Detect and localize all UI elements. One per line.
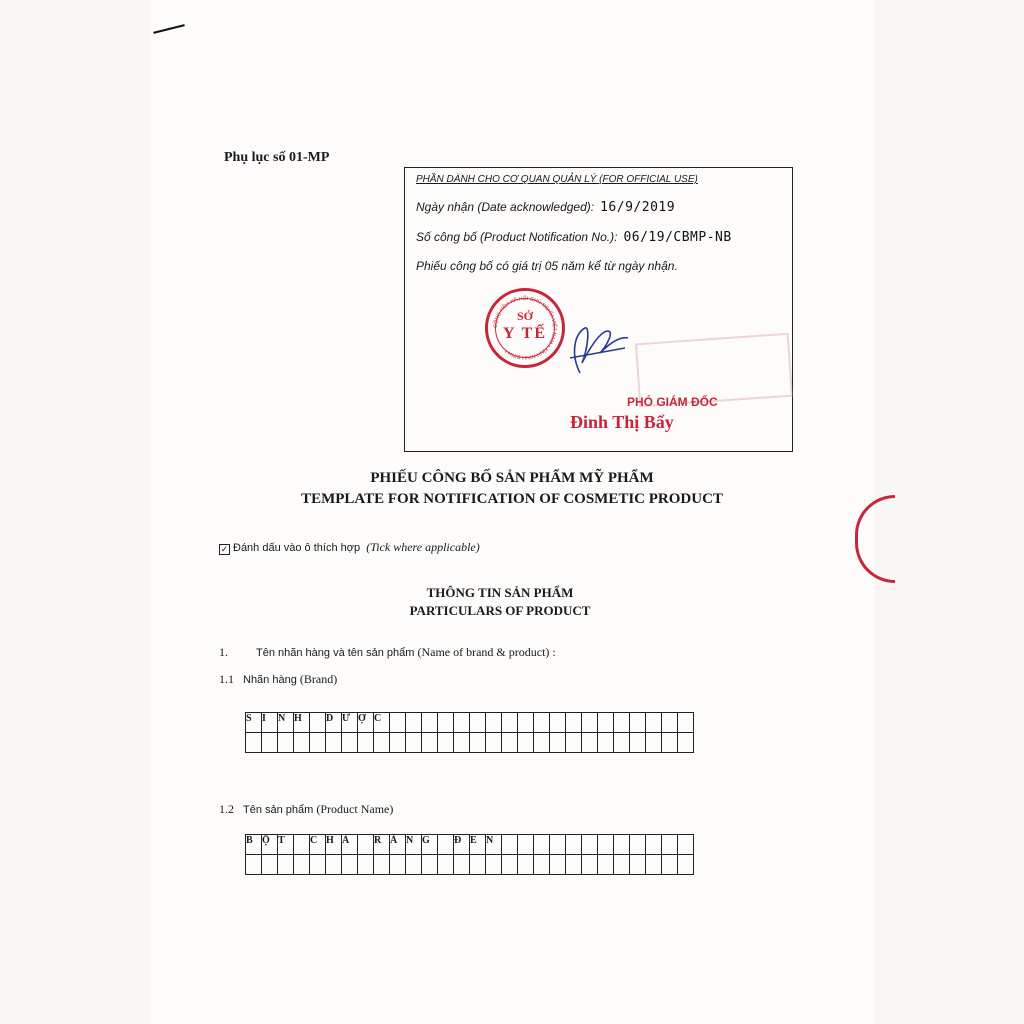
grid-cell	[326, 733, 342, 753]
grid-cell	[246, 855, 262, 875]
grid-cell: G	[422, 835, 438, 855]
title-english: TEMPLATE FOR NOTIFICATION OF COSMETIC PRODUCT	[301, 491, 723, 507]
grid-cell	[486, 855, 502, 875]
brand-grid	[245, 712, 694, 753]
grid-cell: Ợ	[358, 713, 374, 733]
grid-cell	[390, 855, 406, 875]
tick-instruction-en: (Tick where applicable)	[366, 540, 480, 554]
item-1-label	[219, 645, 556, 660]
grid-cell	[630, 733, 646, 753]
date-acknowledged-label: Ngày nhận (Date acknowledged):	[416, 200, 595, 214]
grid-cell	[438, 855, 454, 875]
grid-cell	[646, 713, 662, 733]
grid-cell	[582, 713, 598, 733]
signature-icon	[550, 318, 640, 378]
grid-cell	[662, 733, 678, 753]
grid-cell	[406, 713, 422, 733]
grid-cell	[550, 835, 566, 855]
checkbox-checked-icon: ✓	[220, 544, 229, 554]
signer-name: Đinh Thị Bẩy	[570, 412, 674, 432]
grid-cell: À	[342, 835, 358, 855]
grid-cell	[358, 733, 374, 753]
item-1-1-label	[219, 672, 337, 687]
grid-cell: N	[278, 713, 294, 733]
item-1-1-number: 1.1	[219, 672, 234, 686]
grid-cell	[326, 855, 342, 875]
grid-cell	[470, 733, 486, 753]
grid-cell	[278, 733, 294, 753]
grid-cell	[246, 733, 262, 753]
grid-cell	[358, 855, 374, 875]
grid-cell	[342, 855, 358, 875]
grid-cell	[438, 733, 454, 753]
official-use-box	[404, 167, 793, 452]
grid-cell	[422, 713, 438, 733]
seal-main-text: Y TẾ	[502, 325, 547, 342]
notification-number-label: Số công bố (Product Notification No.):	[416, 230, 618, 244]
grid-cell	[534, 855, 550, 875]
grid-row	[246, 713, 694, 733]
grid-cell: N	[486, 835, 502, 855]
grid-cell	[550, 713, 566, 733]
grid-cell	[422, 855, 438, 875]
grid-cell	[598, 855, 614, 875]
grid-cell	[502, 835, 518, 855]
date-acknowledged-value: 16/9/2019	[600, 200, 676, 215]
grid-cell	[294, 835, 310, 855]
grid-cell: Ă	[390, 835, 406, 855]
grid-cell	[518, 733, 534, 753]
grid-cell	[438, 713, 454, 733]
grid-cell	[566, 855, 582, 875]
item-1-2-number: 1.2	[219, 802, 234, 816]
grid-cell	[534, 733, 550, 753]
grid-cell	[662, 835, 678, 855]
item-1-2-label-vi: Tên sản phẩm	[243, 804, 314, 816]
item-1-2-label	[219, 802, 393, 817]
grid-cell	[310, 713, 326, 733]
grid-cell	[614, 835, 630, 855]
grid-cell	[390, 713, 406, 733]
item-1-1-label-en: (Brand)	[299, 672, 338, 686]
grid-row	[246, 855, 694, 875]
grid-cell	[598, 733, 614, 753]
grid-cell	[518, 713, 534, 733]
grid-cell	[630, 713, 646, 733]
grid-cell	[262, 733, 278, 753]
section-title-en: PARTICULARS OF PRODUCT	[409, 603, 591, 618]
grid-cell: T	[278, 835, 294, 855]
grid-cell	[646, 855, 662, 875]
grid-cell	[454, 733, 470, 753]
grid-cell	[662, 855, 678, 875]
grid-cell: I	[262, 713, 278, 733]
notification-number-row	[416, 230, 732, 245]
grid-cell	[598, 835, 614, 855]
grid-cell	[614, 733, 630, 753]
section-title-vi: THÔNG TIN SẢN PHẨM	[426, 585, 574, 600]
grid-cell: Ộ	[262, 835, 278, 855]
item-1-label-en: (Name of brand & product) :	[417, 645, 556, 659]
grid-cell	[630, 855, 646, 875]
grid-cell	[678, 733, 694, 753]
grid-cell: D	[326, 713, 342, 733]
grid-cell	[646, 733, 662, 753]
grid-cell	[518, 855, 534, 875]
grid-cell	[294, 733, 310, 753]
grid-cell	[374, 733, 390, 753]
grid-cell	[550, 855, 566, 875]
grid-cell: S	[246, 713, 262, 733]
grid-cell	[358, 835, 374, 855]
grid-cell	[486, 713, 502, 733]
seal-top-text: SỞ	[516, 309, 533, 323]
grid-cell	[406, 733, 422, 753]
grid-cell	[614, 713, 630, 733]
grid-cell	[582, 835, 598, 855]
grid-row	[246, 733, 694, 753]
grid-cell	[550, 733, 566, 753]
grid-cell: Ư	[342, 713, 358, 733]
date-acknowledged-row	[416, 200, 675, 215]
grid-cell	[662, 713, 678, 733]
grid-cell	[582, 855, 598, 875]
grid-cell	[502, 855, 518, 875]
grid-cell: R	[374, 835, 390, 855]
item-1-1-label-vi: Nhãn hàng	[243, 674, 297, 686]
grid-cell	[294, 855, 310, 875]
signer-title: PHÓ GIÁM ĐỐC	[627, 395, 718, 409]
grid-cell	[454, 855, 470, 875]
grid-cell	[374, 855, 390, 875]
grid-cell	[502, 713, 518, 733]
grid-cell	[470, 713, 486, 733]
grid-cell: E	[470, 835, 486, 855]
grid-cell	[262, 855, 278, 875]
seal-ring-text: CỘNG HÒA XÃ HỘI CHỦ NGHĨA VIỆT NAM * TỈNH NINH BÌNH *	[492, 295, 558, 361]
item-1-label-vi: Tên nhãn hàng và tên sản phẩm	[256, 647, 415, 659]
grid-cell	[614, 855, 630, 875]
notification-number-value: 06/19/CBMP-NB	[623, 230, 732, 245]
grid-cell	[566, 733, 582, 753]
grid-cell	[598, 713, 614, 733]
grid-cell	[582, 733, 598, 753]
grid-cell: B	[246, 835, 262, 855]
grid-cell	[486, 733, 502, 753]
grid-cell	[646, 835, 662, 855]
grid-cell	[566, 713, 582, 733]
grid-cell: C	[374, 713, 390, 733]
grid-cell: H	[294, 713, 310, 733]
grid-cell	[566, 835, 582, 855]
grid-cell: Đ	[454, 835, 470, 855]
grid-cell: C	[310, 835, 326, 855]
grid-cell	[438, 835, 454, 855]
grid-cell	[502, 733, 518, 753]
appendix-label: Phụ lục số 01-MP	[224, 150, 330, 165]
grid-cell	[470, 855, 486, 875]
grid-cell	[518, 835, 534, 855]
item-1-number: 1.	[219, 645, 228, 659]
grid-cell: N	[406, 835, 422, 855]
grid-cell	[406, 855, 422, 875]
title-vietnamese: PHIẾU CÔNG BỐ SẢN PHẨM MỸ PHẨM	[370, 470, 654, 486]
grid-cell	[678, 713, 694, 733]
tick-instruction	[219, 540, 480, 555]
grid-cell	[390, 733, 406, 753]
grid-cell: H	[326, 835, 342, 855]
item-1-2-label-en: (Product Name)	[316, 802, 394, 816]
tick-instruction-vi: Đánh dấu vào ô thích hợp	[233, 542, 361, 554]
grid-cell	[534, 713, 550, 733]
grid-cell	[534, 835, 550, 855]
grid-row	[246, 835, 694, 855]
grid-cell	[630, 835, 646, 855]
grid-cell	[678, 855, 694, 875]
grid-cell	[310, 733, 326, 753]
grid-cell	[342, 733, 358, 753]
validity-note: Phiếu công bố có giá trị 05 năm kể từ ngày nhận.	[416, 259, 678, 273]
product-name-grid	[245, 834, 694, 875]
grid-cell	[678, 835, 694, 855]
grid-cell	[422, 733, 438, 753]
official-use-header: PHẦN DÀNH CHO CƠ QUAN QUẢN LÝ (FOR OFFICIAL USE)	[416, 174, 698, 185]
grid-cell	[454, 713, 470, 733]
grid-cell	[278, 855, 294, 875]
grid-cell	[310, 855, 326, 875]
